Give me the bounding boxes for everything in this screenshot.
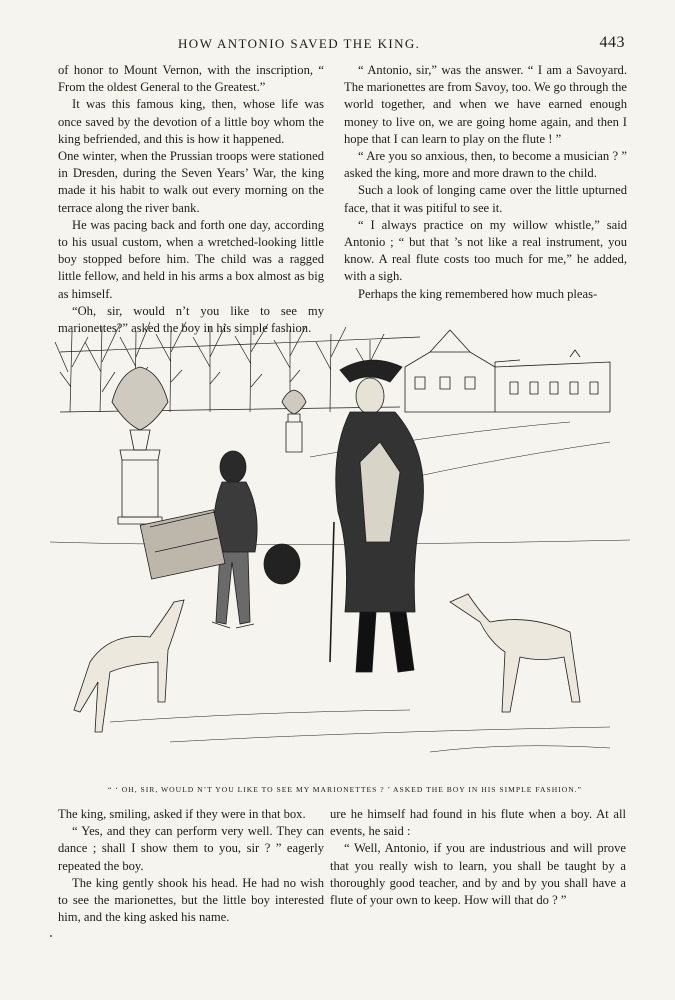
running-title: HOW ANTONIO SAVED THE KING. bbox=[178, 36, 421, 51]
king-frederick bbox=[330, 360, 423, 672]
right-column-top bbox=[344, 62, 627, 303]
paragraph: “ I always practice on my willow whistle,” said Antonio ; “ but that ’s not like a real instrument, you know. A real flute costs too much for me,” he added, with a sigh. bbox=[344, 217, 627, 284]
page-number: 443 bbox=[599, 34, 625, 51]
paragraph: The king gently shook his head. He had no wish to see the marionettes, but the little boy interested him, and the king asked his name. bbox=[58, 875, 324, 925]
greyhound-right bbox=[450, 594, 580, 712]
garden-urn bbox=[112, 367, 168, 524]
printer-mark bbox=[50, 935, 52, 937]
paragraph: “Oh, sir, would n’t you like to see my marionettes?” asked the boy in his simple fashion. bbox=[58, 303, 324, 336]
garden-urn-distant bbox=[282, 390, 306, 452]
illustration-caption: “ ‘ OH, SIR, WOULD N’T YOU LIKE TO SEE MY MARIONETTES ? ’ ASKED THE BOY IN HIS SIMPLE FASHION.” bbox=[108, 785, 582, 794]
paragraph: Perhaps the king remembered how much pleas- bbox=[358, 286, 598, 301]
illustration bbox=[50, 312, 630, 782]
boy-antonio bbox=[140, 451, 300, 628]
paragraph: It was this famous king, then, whose life was once saved by the devotion of a little boy whom the king befriended, and this is how it happened. bbox=[58, 97, 324, 146]
left-column-bottom bbox=[58, 806, 324, 926]
paragraph: “ Are you so anxious, then, to become a musician ? ” asked the king, more and more drawn to the child. bbox=[344, 149, 627, 181]
paragraph: He was pacing back and forth one day, according to his usual custom, when a wretched-looking little boy stopped before him. The child was a ragged little fellow, and held in his arms a box almost as big as himself. bbox=[58, 217, 324, 301]
greyhound-left bbox=[74, 600, 184, 732]
palace bbox=[405, 330, 610, 412]
paragraph: “ Antonio, sir,” was the answer. “ I am a Savoyard. The marionettes are from Savoy, too. We go through the world together, and when we have earned enough money to live on, we are going home again, and then I hope that I can learn to play on the flute ! ” bbox=[344, 63, 627, 146]
paragraph: One winter, when the Prussian troops were stationed in Dresden, during the Seven Years’ War, the king made it his habit to walk out every morning on the terrace along the river bank. bbox=[58, 149, 324, 215]
paragraph: of honor to Mount Vernon, with the inscription, “ From the oldest General to the Greatest.” bbox=[58, 63, 324, 95]
paragraph: The king, smiling, asked if they were in that box. bbox=[58, 807, 306, 821]
left-column-top bbox=[58, 62, 324, 337]
paragraph: Such a look of longing came over the little upturned face, that it was pitiful to see it. bbox=[344, 183, 627, 215]
paragraph: “ Yes, and they can perform very well. They can dance ; shall I show them to you, sir ? ” eagerly repeated the boy. bbox=[58, 824, 324, 873]
paragraph: “ Well, Antonio, if you are industrious and will prove that you really wish to learn, you shall be taught by a thoroughly good teacher, and by and by you shall have a flute of your own to keep. How will that do ? ” bbox=[330, 841, 626, 908]
paragraph: ure he himself had found in his flute when a boy. At all events, he said : bbox=[330, 807, 626, 839]
page-header bbox=[0, 36, 675, 56]
right-column-bottom bbox=[330, 806, 626, 909]
